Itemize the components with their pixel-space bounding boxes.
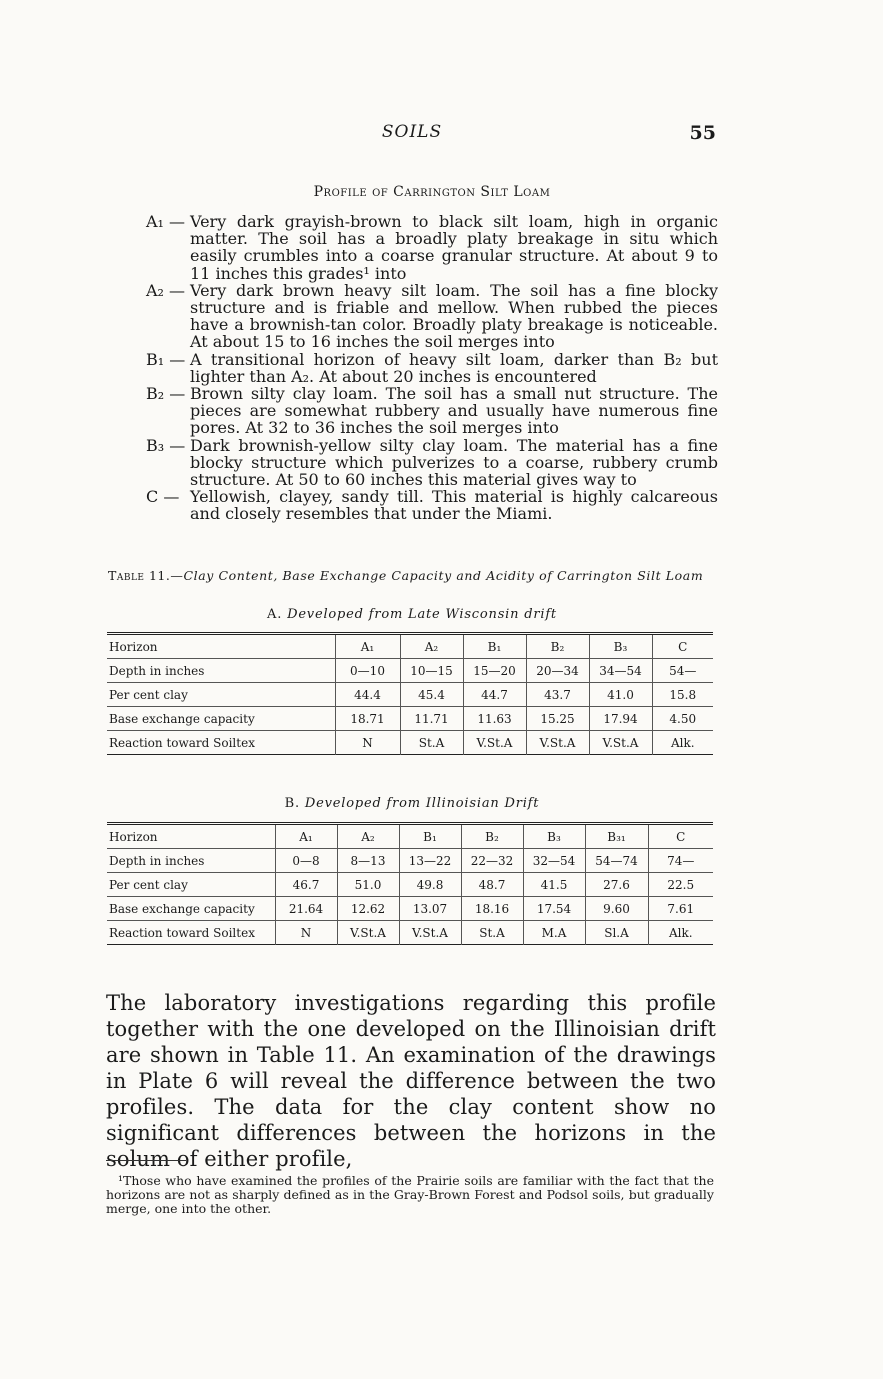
- row-header-cell: Horizon: [107, 634, 335, 659]
- table-cell: Sl.A: [585, 921, 648, 945]
- table-cell: 22.5: [648, 873, 713, 897]
- table-cell: 21.64: [275, 897, 337, 921]
- table-caption-title: —Clay Content, Base Exchange Capacity and Acidity of Carrington Silt Loam: [170, 568, 704, 583]
- table-cell: M.A: [523, 921, 585, 945]
- row-header-cell: Base exchange capacity: [107, 897, 275, 921]
- table-a-body: [107, 634, 713, 755]
- horizon-code: A₂ —: [146, 280, 186, 300]
- table-row: [107, 634, 713, 659]
- table-cell: Alk.: [652, 731, 713, 755]
- column-header-cell: B₃: [523, 824, 585, 849]
- horizon-description: Very dark brown heavy silt loam. The soil has a fine blocky structure and is friable and mellow. When rubbed the pieces have a brownish-tan color. Broadly platy breakage is noticeable. At about 15 to 16 inches the soil merges into: [190, 280, 718, 352]
- table-cell: 74—: [648, 849, 713, 873]
- table-b-body: [107, 824, 713, 945]
- table-cell: 27.6: [585, 873, 648, 897]
- column-header-cell: A₁: [335, 634, 400, 659]
- profile-title: Profile of Carrington Silt Loam: [313, 184, 551, 200]
- table-cell: 41.0: [589, 683, 652, 707]
- table-cell: 48.7: [461, 873, 523, 897]
- table-row: [107, 921, 713, 945]
- table-row: [107, 659, 713, 683]
- table-b-title: Developed from Illinoisian Drift: [304, 796, 540, 811]
- table-cell: 22—32: [461, 849, 523, 873]
- table-cell: 54—74: [585, 849, 648, 873]
- horizon-entry-c: [146, 488, 718, 522]
- horizon-code: B₃ —: [146, 435, 186, 455]
- table-cell: 17.54: [523, 897, 585, 921]
- table-row: [107, 707, 713, 731]
- horizon-description: Brown silty clay loam. The soil has a small nut structure. The pieces are somewhat rubbery and usually have numerous fine pores. At 32 to 36 inches the soil merges into: [190, 384, 718, 438]
- table-cell: 12.62: [337, 897, 399, 921]
- table-cell: 17.94: [589, 707, 652, 731]
- table-cell: 44.7: [463, 683, 526, 707]
- table-cell: 11.71: [400, 707, 463, 731]
- table-cell: V.St.A: [526, 731, 589, 755]
- row-header-cell: Horizon: [107, 824, 275, 849]
- horizon-description: A transitional horizon of heavy silt loam, darker than B₂ but lighter than A₂. At about 20 inches is encountered: [190, 349, 718, 386]
- horizon-description: Very dark grayish-brown to black silt loam, high in organic matter. The soil has a broadly platy breakage in situ which easily crumbles into a coarse granular structure. At about 9 to 11 inches this grades¹ into: [190, 212, 718, 283]
- table-cell: 7.61: [648, 897, 713, 921]
- table-cell: 41.5: [523, 873, 585, 897]
- column-header-cell: C: [648, 824, 713, 849]
- page-number: 55: [689, 122, 716, 144]
- table-cell: V.St.A: [399, 921, 461, 945]
- table-row: [107, 873, 713, 897]
- footnote: ¹Those who have examined the profiles of the Prairie soils are familiar with the fact that the horizons are not as sharply defined as in the Gray-Brown Forest and Podsol soils, but gradually merge, one into the other.: [106, 1173, 714, 1217]
- table-cell: 46.7: [275, 873, 337, 897]
- table-cell: 44.4: [335, 683, 400, 707]
- table-cell: 10—15: [400, 659, 463, 683]
- row-header-cell: Reaction toward Soiltex: [109, 925, 255, 940]
- table-caption-number: Table 11.: [108, 568, 171, 583]
- table-cell: 32—54: [523, 849, 585, 873]
- table-row: [107, 849, 713, 873]
- table-cell: 15.8: [652, 683, 713, 707]
- table-cell: N: [335, 731, 400, 755]
- row-header-cell: Per cent clay: [107, 683, 335, 707]
- table-cell: 9.60: [585, 897, 648, 921]
- table-cell: 49.8: [399, 873, 461, 897]
- table-a-title: Developed from Late Wisconsin drift: [287, 607, 557, 622]
- column-header-cell: A₂: [337, 824, 399, 849]
- table-cell: 15.25: [526, 707, 589, 731]
- column-header-cell: B₁: [463, 634, 526, 659]
- table-row: [107, 897, 713, 921]
- row-header-cell: Base exchange capacity: [107, 707, 335, 731]
- table-cell: 43.7: [526, 683, 589, 707]
- table-cell: 54—: [652, 659, 713, 683]
- column-header-cell: B₂: [526, 634, 589, 659]
- table-cell: 0—10: [335, 659, 400, 683]
- horizon-code: B₁ —: [146, 349, 186, 369]
- table-cell: 18.16: [461, 897, 523, 921]
- row-header-cell: Reaction toward Soiltex: [109, 735, 255, 750]
- horizon-code: B₂ —: [146, 384, 186, 404]
- table-cell: Alk.: [648, 921, 713, 945]
- row-header-cell: Depth in inches: [107, 659, 335, 683]
- horizon-code: A₁ —: [146, 212, 186, 231]
- column-header-cell: B₃: [589, 634, 652, 659]
- table-cell: V.St.A: [463, 731, 526, 755]
- table-cell: 13—22: [399, 849, 461, 873]
- table-a: [107, 632, 713, 755]
- horizon-list: [146, 213, 718, 523]
- table-row: [107, 731, 713, 755]
- table-cell: 0—8: [275, 849, 337, 873]
- horizon-entry-b3: [146, 437, 718, 489]
- table-row: [107, 683, 713, 707]
- column-header-cell: A₂: [400, 634, 463, 659]
- column-header-cell: B₃₁: [585, 824, 648, 849]
- table-cell: St.A: [461, 921, 523, 945]
- horizon-entry-b1: [146, 351, 718, 385]
- footnote-rule: [106, 1160, 186, 1161]
- table-cell: 20—34: [526, 659, 589, 683]
- horizon-entry-b2: [146, 385, 718, 437]
- row-header-cell: Depth in inches: [107, 849, 275, 873]
- table-caption: [108, 568, 716, 583]
- table-a-subtitle: [108, 607, 716, 622]
- table-b-label: B.: [284, 796, 300, 811]
- table-cell: V.St.A: [337, 921, 399, 945]
- table-cell: 45.4: [400, 683, 463, 707]
- horizon-description: Yellowish, clayey, sandy till. This material is highly calcareous and closely resembles that under the Miami.: [190, 487, 718, 524]
- table-b-subtitle: [108, 796, 716, 811]
- running-head: [108, 122, 716, 148]
- table-row: [107, 824, 713, 849]
- horizon-description: Dark brownish-yellow silty clay loam. The material has a fine blocky structure which pulverizes to a coarse, rubbery crumb structure. At 50 to 60 inches this material gives way to: [190, 435, 718, 490]
- horizon-entry-a1: [146, 213, 718, 282]
- column-header-cell: B₂: [461, 824, 523, 849]
- row-header-cell: Per cent clay: [107, 873, 275, 897]
- table-cell: 51.0: [337, 873, 399, 897]
- running-title: SOILS: [381, 122, 443, 142]
- horizon-code: C —: [146, 487, 180, 507]
- table-cell: 8—13: [337, 849, 399, 873]
- column-header-cell: A₁: [275, 824, 337, 849]
- table-cell: 11.63: [463, 707, 526, 731]
- table-a-label: A.: [267, 607, 283, 622]
- table-cell: V.St.A: [589, 731, 652, 755]
- table-b: [107, 822, 713, 945]
- table-cell: 34—54: [589, 659, 652, 683]
- horizon-entry-a2: [146, 282, 718, 351]
- column-header-cell: B₁: [399, 824, 461, 849]
- table-cell: 4.50: [652, 707, 713, 731]
- table-cell: 18.71: [335, 707, 400, 731]
- table-cell: St.A: [400, 731, 463, 755]
- table-cell: 13.07: [399, 897, 461, 921]
- table-cell: 15—20: [463, 659, 526, 683]
- body-paragraph: The laboratory investigations regarding this profile together with the one developed on the Illinoisian drift are shown in Table 11. An examination of the drawings in Plate 6 will reveal the difference between the two profiles. The data for the clay content show no significant differences between the horizons in the solum of either profile,: [106, 991, 716, 1171]
- table-cell: N: [275, 921, 337, 945]
- column-header-cell: C: [652, 634, 713, 659]
